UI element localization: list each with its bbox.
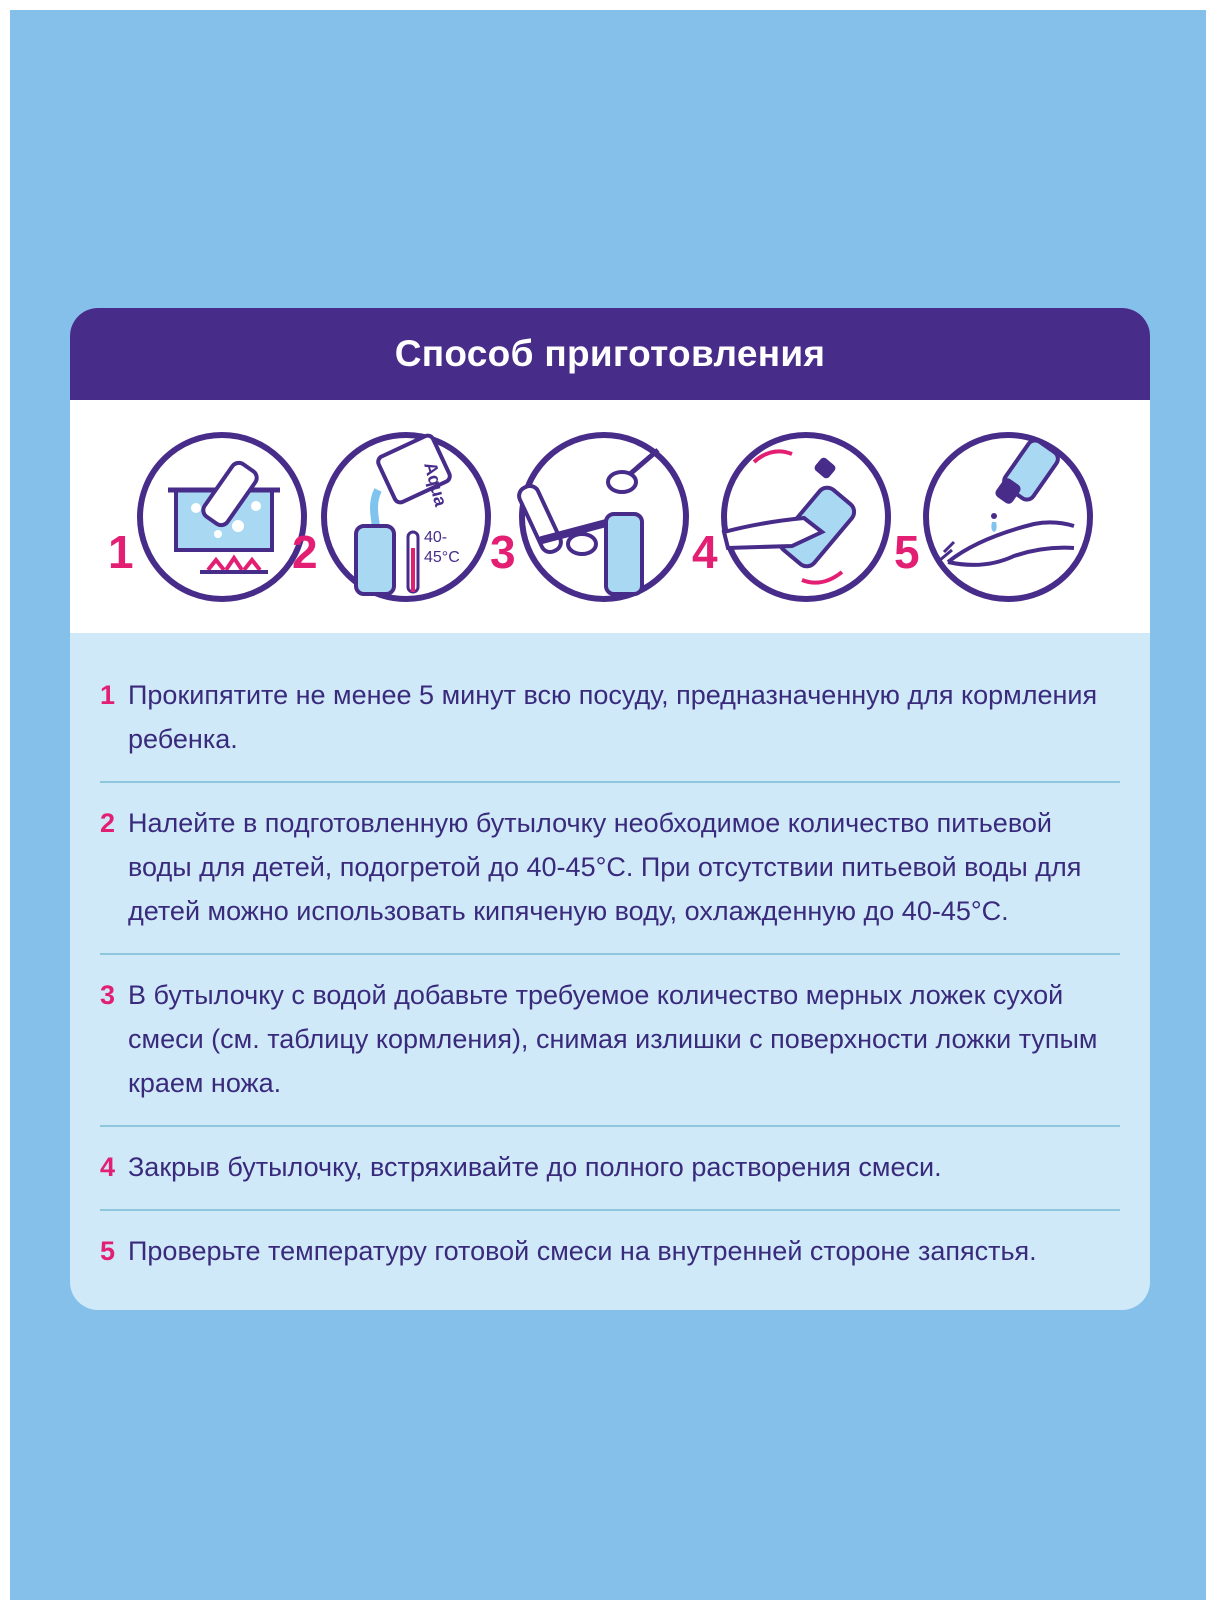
aqua-label: Aqua — [420, 459, 452, 509]
step-text: В бутылочку с водой добавьте требуемое количество мерных ложек сухой смеси (см. таблицу кормления), снимая излишки с поверхности ложки тупым краем ножа. — [128, 980, 1098, 1098]
list-item — [100, 783, 1120, 955]
step-3-illustration — [490, 422, 710, 612]
temp-label-1: 40- — [424, 529, 448, 546]
step-number: 2 — [100, 808, 116, 838]
step-number: 4 — [100, 1152, 116, 1182]
preparation-card — [70, 308, 1150, 1310]
step-1-illustration — [88, 422, 308, 612]
temp-label-2: 45°C — [424, 549, 460, 566]
step-number: 3 — [100, 980, 116, 1010]
step-number: 1 — [100, 680, 116, 710]
step-5-illustration — [894, 422, 1114, 612]
list-item — [100, 655, 1120, 783]
step-text: Закрыв бутылочку, встряхивайте до полного растворения смеси. — [128, 1152, 942, 1182]
step-text: Прокипятите не менее 5 минут всю посуду, предназначенную для кормления ребенка. — [128, 680, 1098, 754]
card-header — [70, 308, 1150, 400]
step-illustrations — [70, 400, 1150, 633]
step-4-number: 4 — [692, 526, 718, 578]
step-2-illustration — [292, 422, 512, 612]
step-5-number: 5 — [894, 526, 920, 578]
list-item — [100, 1211, 1120, 1293]
step-4-illustration — [692, 422, 912, 612]
step-text: Проверьте температуру готовой смеси на внутренней стороне запястья. — [128, 1236, 1037, 1266]
step-text: Налейте в подготовленную бутылочку необходимое количество питьевой воды для детей, подогретой до 40-45°C. При отсутствии питьевой воды для детей можно использовать кипяченую воду, охлажденную до 40-45°C. — [128, 808, 1082, 926]
instructions-list — [70, 633, 1150, 1293]
step-number: 5 — [100, 1236, 116, 1266]
page-title: Способ приготовления — [394, 333, 826, 374]
step-3-number: 3 — [490, 526, 516, 578]
step-1-number: 1 — [108, 526, 134, 578]
list-item — [100, 1127, 1120, 1211]
list-item — [100, 955, 1120, 1127]
step-2-number: 2 — [292, 526, 318, 578]
